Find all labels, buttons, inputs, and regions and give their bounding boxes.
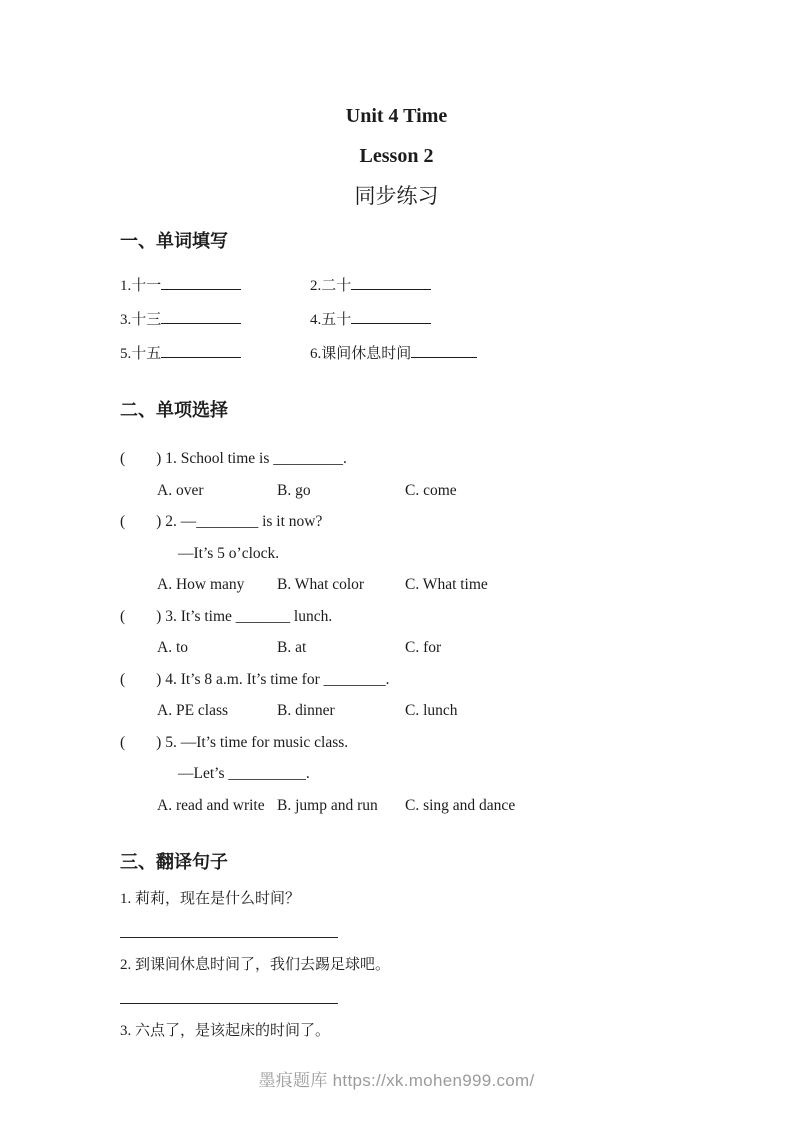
answer-blank (161, 275, 241, 290)
section-word-fill-heading: 一、单词填写 (120, 231, 228, 251)
translation-item: 2. 到课间休息时间了，我们去踢足球吧。 (120, 957, 391, 973)
unit-title: Unit 4 Time (345, 105, 448, 127)
answer-blank (161, 343, 241, 358)
fill-item-label: 6.课间休息时间 (310, 346, 412, 362)
question-stem: ( ) 1. School time is _________. (120, 450, 347, 467)
fill-item (120, 343, 310, 364)
answer-blank (161, 309, 241, 324)
question-stem: ( ) 3. It’s time _______ lunch. (120, 607, 333, 625)
fill-item-label: 2.二十 (310, 278, 352, 294)
fill-item-label: 5.十五 (120, 346, 162, 362)
fill-item (120, 275, 310, 296)
option: B. go (277, 481, 311, 499)
option: A. read and write (157, 796, 265, 814)
option: B. What color (277, 576, 365, 593)
question-stem: ( ) 5. —It’s time for music class. (120, 733, 349, 751)
options-row (120, 632, 693, 664)
document-footer (0, 1066, 793, 1091)
section-translate-heading: 三、翻译句子 (120, 852, 228, 872)
answer-line (120, 937, 338, 938)
question-continuation: —Let’s __________. (178, 765, 310, 782)
fill-item (310, 309, 650, 330)
option: A. over (157, 481, 204, 499)
answer-line (120, 1003, 338, 1004)
option: A. to (157, 639, 188, 656)
worksheet-subtitle: 同步练习 (354, 184, 439, 208)
translation-item: 3. 六点了，是该起床的时间了。 (120, 1023, 331, 1039)
fill-item (310, 343, 650, 364)
fill-item-label: 4.五十 (310, 312, 352, 328)
option: B. jump and run (277, 796, 378, 814)
options-row (120, 475, 693, 507)
option: A. PE class (157, 702, 229, 719)
option: C. sing and dance (405, 796, 516, 814)
options-row (120, 569, 693, 601)
answer-blank (351, 309, 431, 324)
option: C. lunch (405, 702, 458, 719)
translation-item: 1. 莉莉，现在是什么时间？ (120, 891, 301, 907)
fill-item-label: 1.十一 (120, 278, 162, 294)
option: C. What time (405, 576, 488, 593)
word-fill-grid (120, 275, 693, 364)
watermark-text: 墨痕题库 https://xk.mohen999.com/ (258, 1071, 535, 1090)
choice-question-list (120, 443, 693, 821)
question-stem: ( ) 4. It’s 8 a.m. It’s time for ________. (120, 670, 390, 688)
question-stem: ( ) 2. —________ is it now? (120, 513, 323, 530)
answer-blank (411, 343, 477, 358)
option: C. come (405, 481, 457, 499)
question-continuation: —It’s 5 o’clock. (178, 544, 280, 562)
translation-list (120, 889, 693, 1041)
option: C. for (405, 639, 442, 656)
option: B. dinner (277, 702, 335, 719)
fill-item (310, 275, 650, 296)
fill-item (120, 309, 310, 330)
options-row (120, 695, 693, 727)
worksheet-content (0, 230, 793, 1041)
options-row (120, 790, 693, 822)
section-choice-heading: 二、单项选择 (120, 400, 228, 420)
answer-blank (351, 275, 431, 290)
document-header (0, 0, 793, 216)
lesson-title: Lesson 2 (359, 145, 434, 167)
fill-item-label: 3.十三 (120, 312, 162, 328)
option: B. at (277, 639, 307, 656)
option: A. How many (157, 576, 245, 593)
